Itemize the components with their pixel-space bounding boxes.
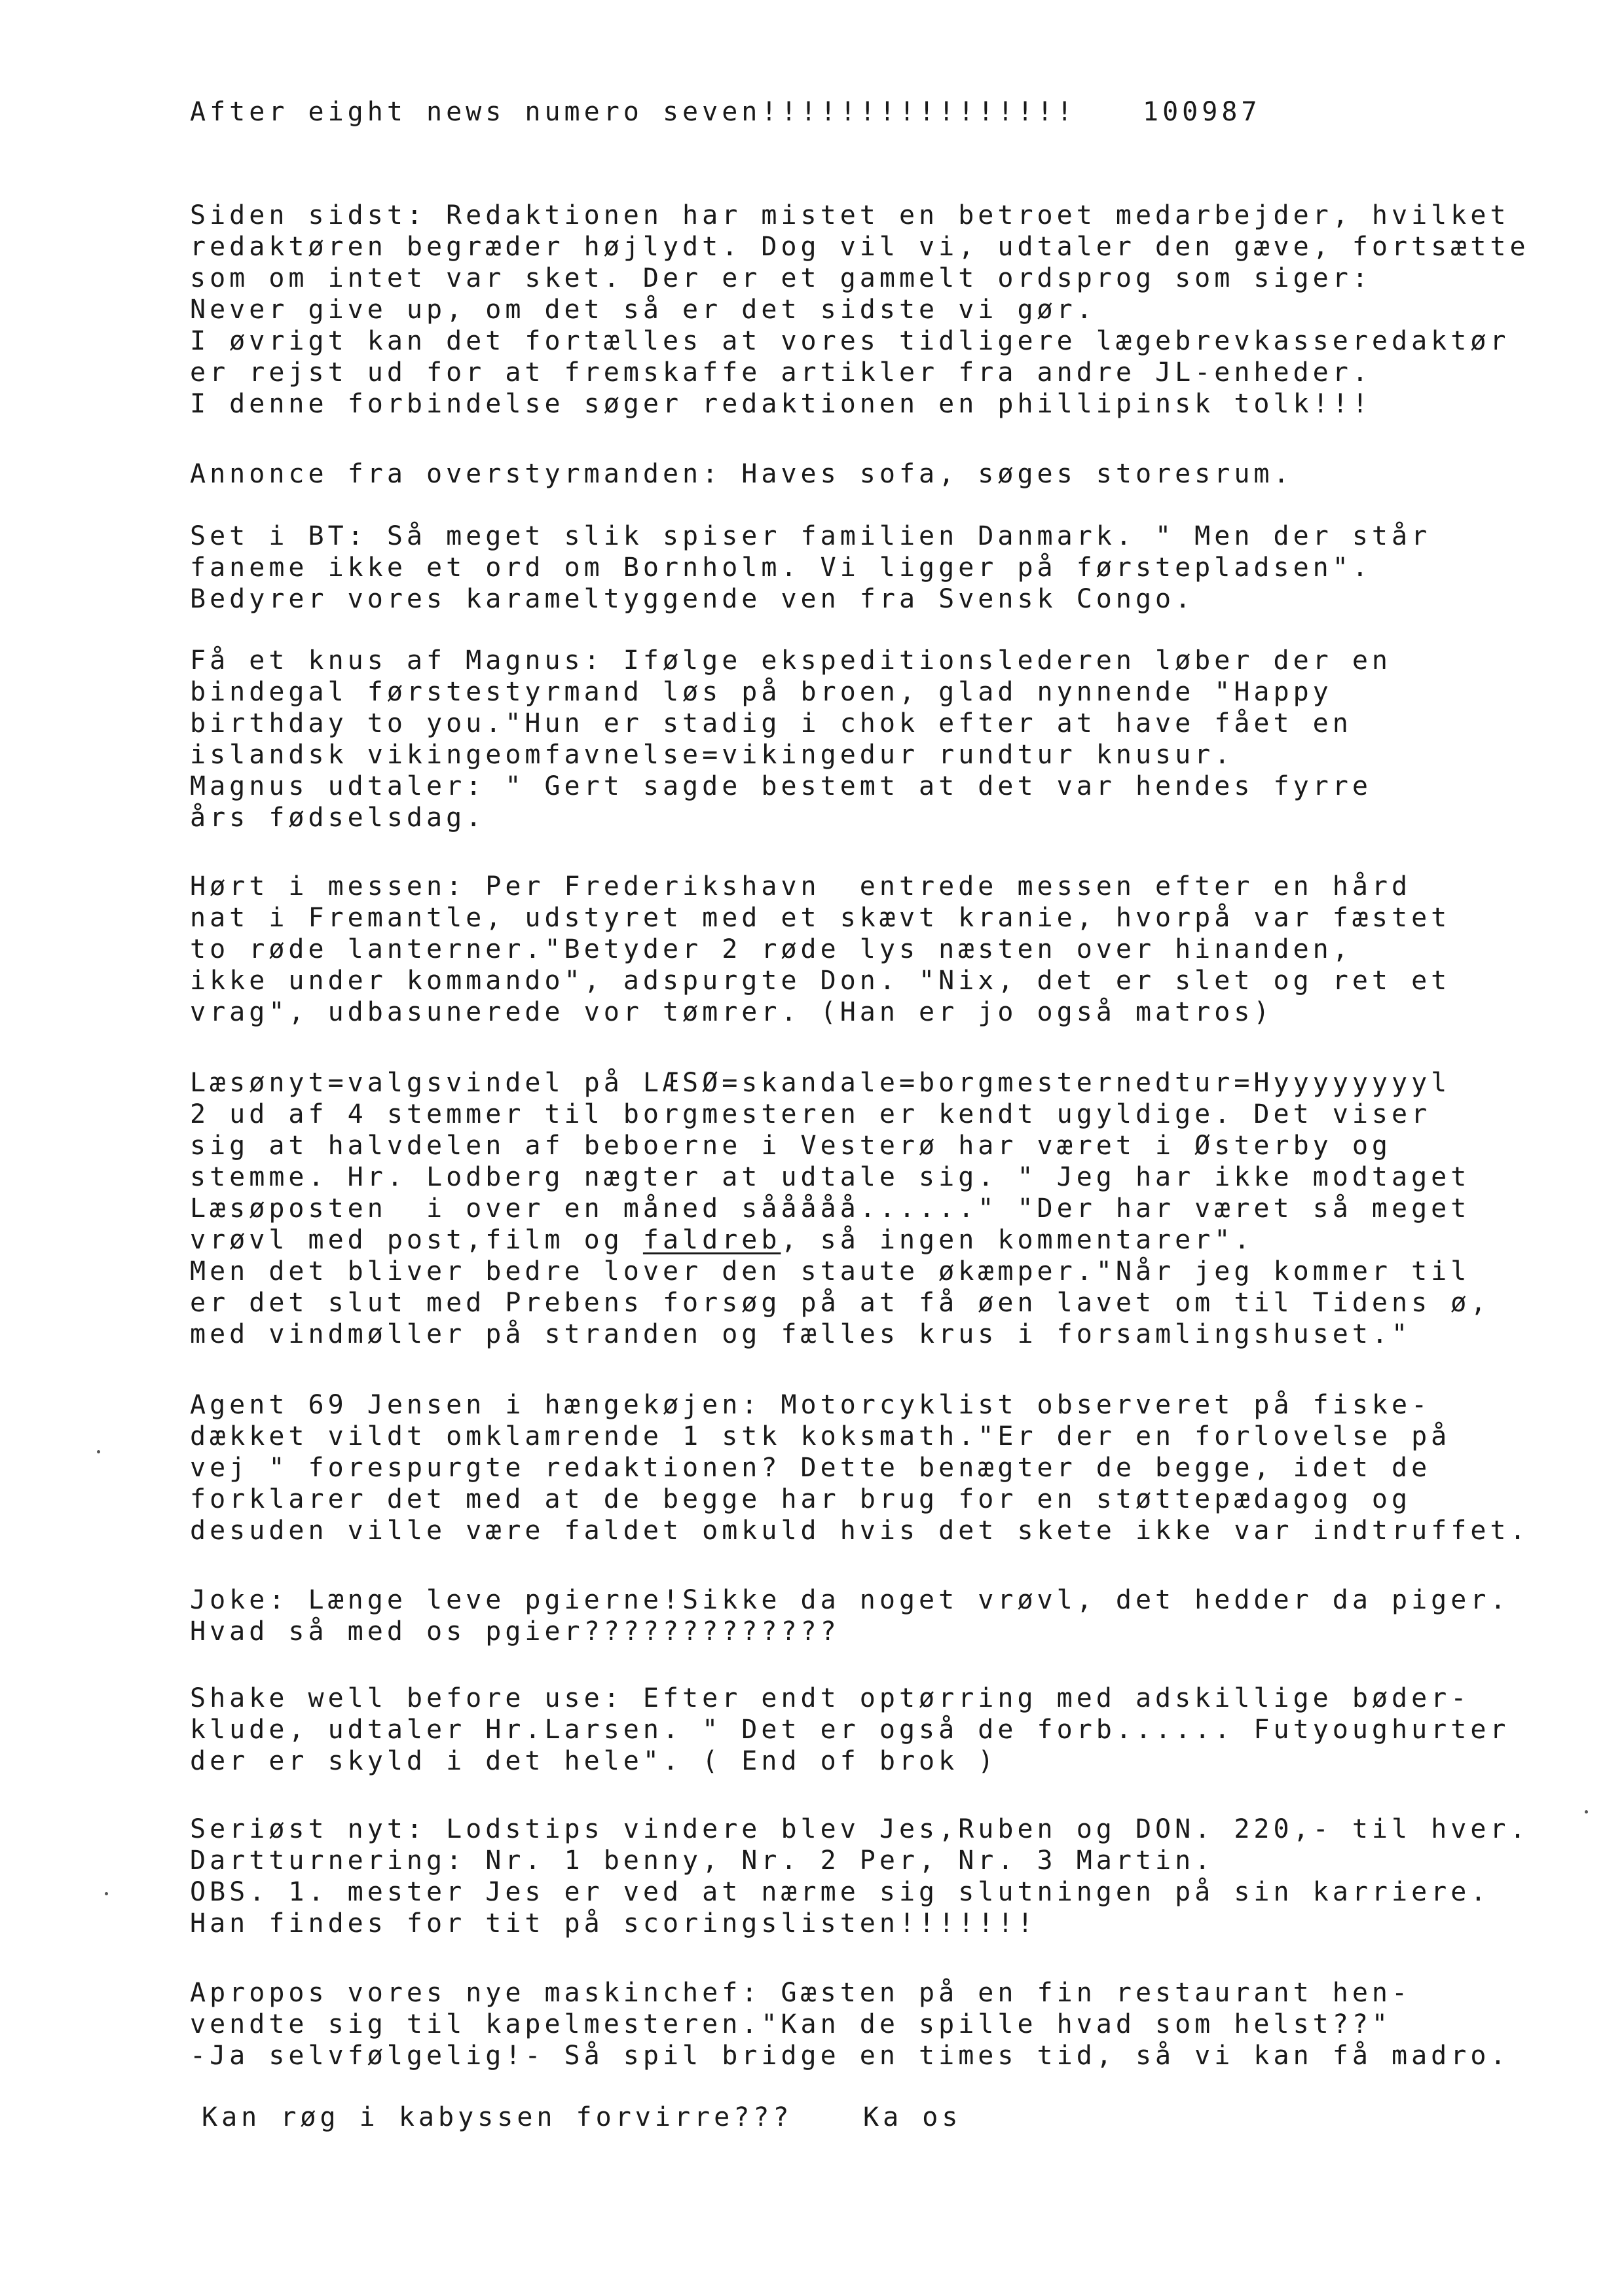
text-line: forklarer det med at de begge har brug for en støttepædagog og: [190, 1484, 1412, 1514]
text-line: Han findes for tit på scoringslisten!!!!!!!: [190, 1908, 1037, 1939]
text-line: Apropos vores nye maskinchef: Gæsten på en fin restaurant hen-: [190, 1978, 1412, 2008]
text-line: Seriøst nyt: Lodstips vindere blev Jes,Ruben og DON. 220,- til hver.: [190, 1814, 1530, 1844]
text-line: dækket vildt omklamrende 1 stk koksmath."Er der en forlovelse på: [190, 1421, 1451, 1451]
text-line: 2 ud af 4 stemmer til borgmesteren er kendt ugyldige. Det viser: [190, 1099, 1431, 1129]
scan-speck: [105, 1892, 108, 1895]
text-line: desuden ville være faldet omkuld hvis det skete ikke var indtruffet.: [190, 1516, 1530, 1546]
text-line: nat i Fremantle, udstyret med et skævt kranie, hvorpå var fæstet: [190, 903, 1451, 933]
text-line: Læsønyt=valgsvindel på LÆSØ=skandale=borgmesternedtur=Hyyyyyyyyl: [190, 1068, 1451, 1098]
text-line: der er skyld i det hele". ( End of brok ): [190, 1746, 998, 1776]
text-line: er rejst ud for at fremskaffe artikler fra andre JL-enheder.: [190, 357, 1372, 388]
text-line: Shake well before use: Efter endt optørring med adskillige bøder-: [190, 1683, 1471, 1713]
text-line: er det slut med Prebens forsøg på at få øen lavet om til Tidens ø,: [190, 1288, 1490, 1318]
text-line: Hørt i messen: Per Frederikshavn entrede messen efter en hård: [190, 871, 1412, 902]
text-line: Bedyrer vores karameltyggende ven fra Svensk Congo.: [190, 584, 1195, 614]
text-fragment: , så ingen kommentarer".: [781, 1225, 1254, 1255]
text-line: redaktøren begræder højlydt. Dog vil vi, udtaler den gæve, fortsætte: [190, 232, 1530, 262]
text-line: I denne forbindelse søger redaktionen en phillipinsk tolk!!!: [190, 389, 1372, 419]
text-line: Joke: Længe leve pgierne!Sikke da noget vrøvl, det hedder da piger.: [190, 1585, 1510, 1615]
text-line: vendte sig til kapelmesteren."Kan de spille hvad som helst??": [190, 2009, 1392, 2039]
newsletter-title: After eight news numero seven!!!!!!!!!!!!!!!!: [190, 97, 1077, 127]
scan-speck: [1585, 1810, 1588, 1813]
text-line: I øvrigt kan det fortælles at vores tidligere lægebrevkasseredaktør: [190, 326, 1510, 356]
underlined-word: faldreb: [642, 1225, 781, 1255]
text-line: klude, udtaler Hr.Larsen. " Det er også de forb...... Futyoughurter: [190, 1715, 1510, 1745]
closing-question: Kan røg i kabyssen forvirre???: [202, 2102, 793, 2132]
text-line: Never give up, om det så er det sidste vi gør.: [190, 295, 1096, 325]
text-line: Set i BT: Så meget slik spiser familien Danmark. " Men der står: [190, 521, 1431, 551]
closing-answer: Ka os: [863, 2102, 962, 2132]
text-line: Siden sidst: Redaktionen har mistet en betroet medarbejder, hvilket: [190, 200, 1510, 230]
text-line-with-underline: [190, 1224, 1253, 1256]
text-line: Dartturnering: Nr. 1 benny, Nr. 2 Per, Nr. 3 Martin.: [190, 1846, 1215, 1876]
text-line: Læsøposten i over en måned sååååå......" "Der har været så meget: [190, 1194, 1471, 1224]
text-line: ikke under kommando", adspurgte Don. "Nix, det er slet og ret et: [190, 966, 1451, 996]
text-line: OBS. 1. mester Jes er ved at nærme sig slutningen på sin karriere.: [190, 1877, 1490, 1907]
text-line: faneme ikke et ord om Bornholm. Vi ligger på førstepladsen".: [190, 553, 1372, 583]
text-line: sig at halvdelen af beboerne i Vesterø har været i Østerby og: [190, 1131, 1392, 1161]
text-line: Annonce fra overstyrmanden: Haves sofa, søges storesrum.: [190, 459, 1293, 489]
text-line: vej " forespurgte redaktionen? Dette benægter de begge, idet de: [190, 1453, 1431, 1483]
text-line: stemme. Hr. Lodberg nægter at udtale sig. " Jeg har ikke modtaget: [190, 1162, 1471, 1192]
text-line: to røde lanterner."Betyder 2 røde lys næsten over hinanden,: [190, 934, 1352, 964]
text-line: års fødselsdag.: [190, 803, 486, 833]
text-line: bindegal førstestyrmand løs på broen, glad nynnende "Happy: [190, 677, 1333, 707]
text-line: birthday to you."Hun er stadig i chok efter at have fået en: [190, 708, 1352, 738]
scan-speck: [97, 1450, 100, 1453]
text-line: Hvad så med os pgier?????????????: [190, 1616, 840, 1647]
text-line: Magnus udtaler: " Gert sagde bestemt at det var hendes fyrre: [190, 771, 1372, 801]
text-line: som om intet var sket. Der er et gammelt ordsprog som siger:: [190, 263, 1372, 293]
text-line: vrag", udbasunerede vor tømrer. (Han er jo også matros): [190, 997, 1274, 1027]
text-line: Få et knus af Magnus: Ifølge ekspeditionslederen løber der en: [190, 646, 1392, 676]
issue-number: 100987: [1143, 97, 1261, 127]
text-line: med vindmøller på stranden og fælles krus i forsamlingshuset.": [190, 1319, 1412, 1349]
text-line: Men det bliver bedre lover den staute økæmper."Når jeg kommer til: [190, 1256, 1471, 1286]
text-fragment: vrøvl med post,film og: [190, 1225, 643, 1255]
text-line: Agent 69 Jensen i hængekøjen: Motorcyklist observeret på fiske-: [190, 1390, 1431, 1420]
text-line: islandsk vikingeomfavnelse=vikingedur rundtur knusur.: [190, 740, 1234, 770]
text-line: -Ja selvfølgelig!- Så spil bridge en times tid, så vi kan få madro.: [190, 2041, 1510, 2071]
